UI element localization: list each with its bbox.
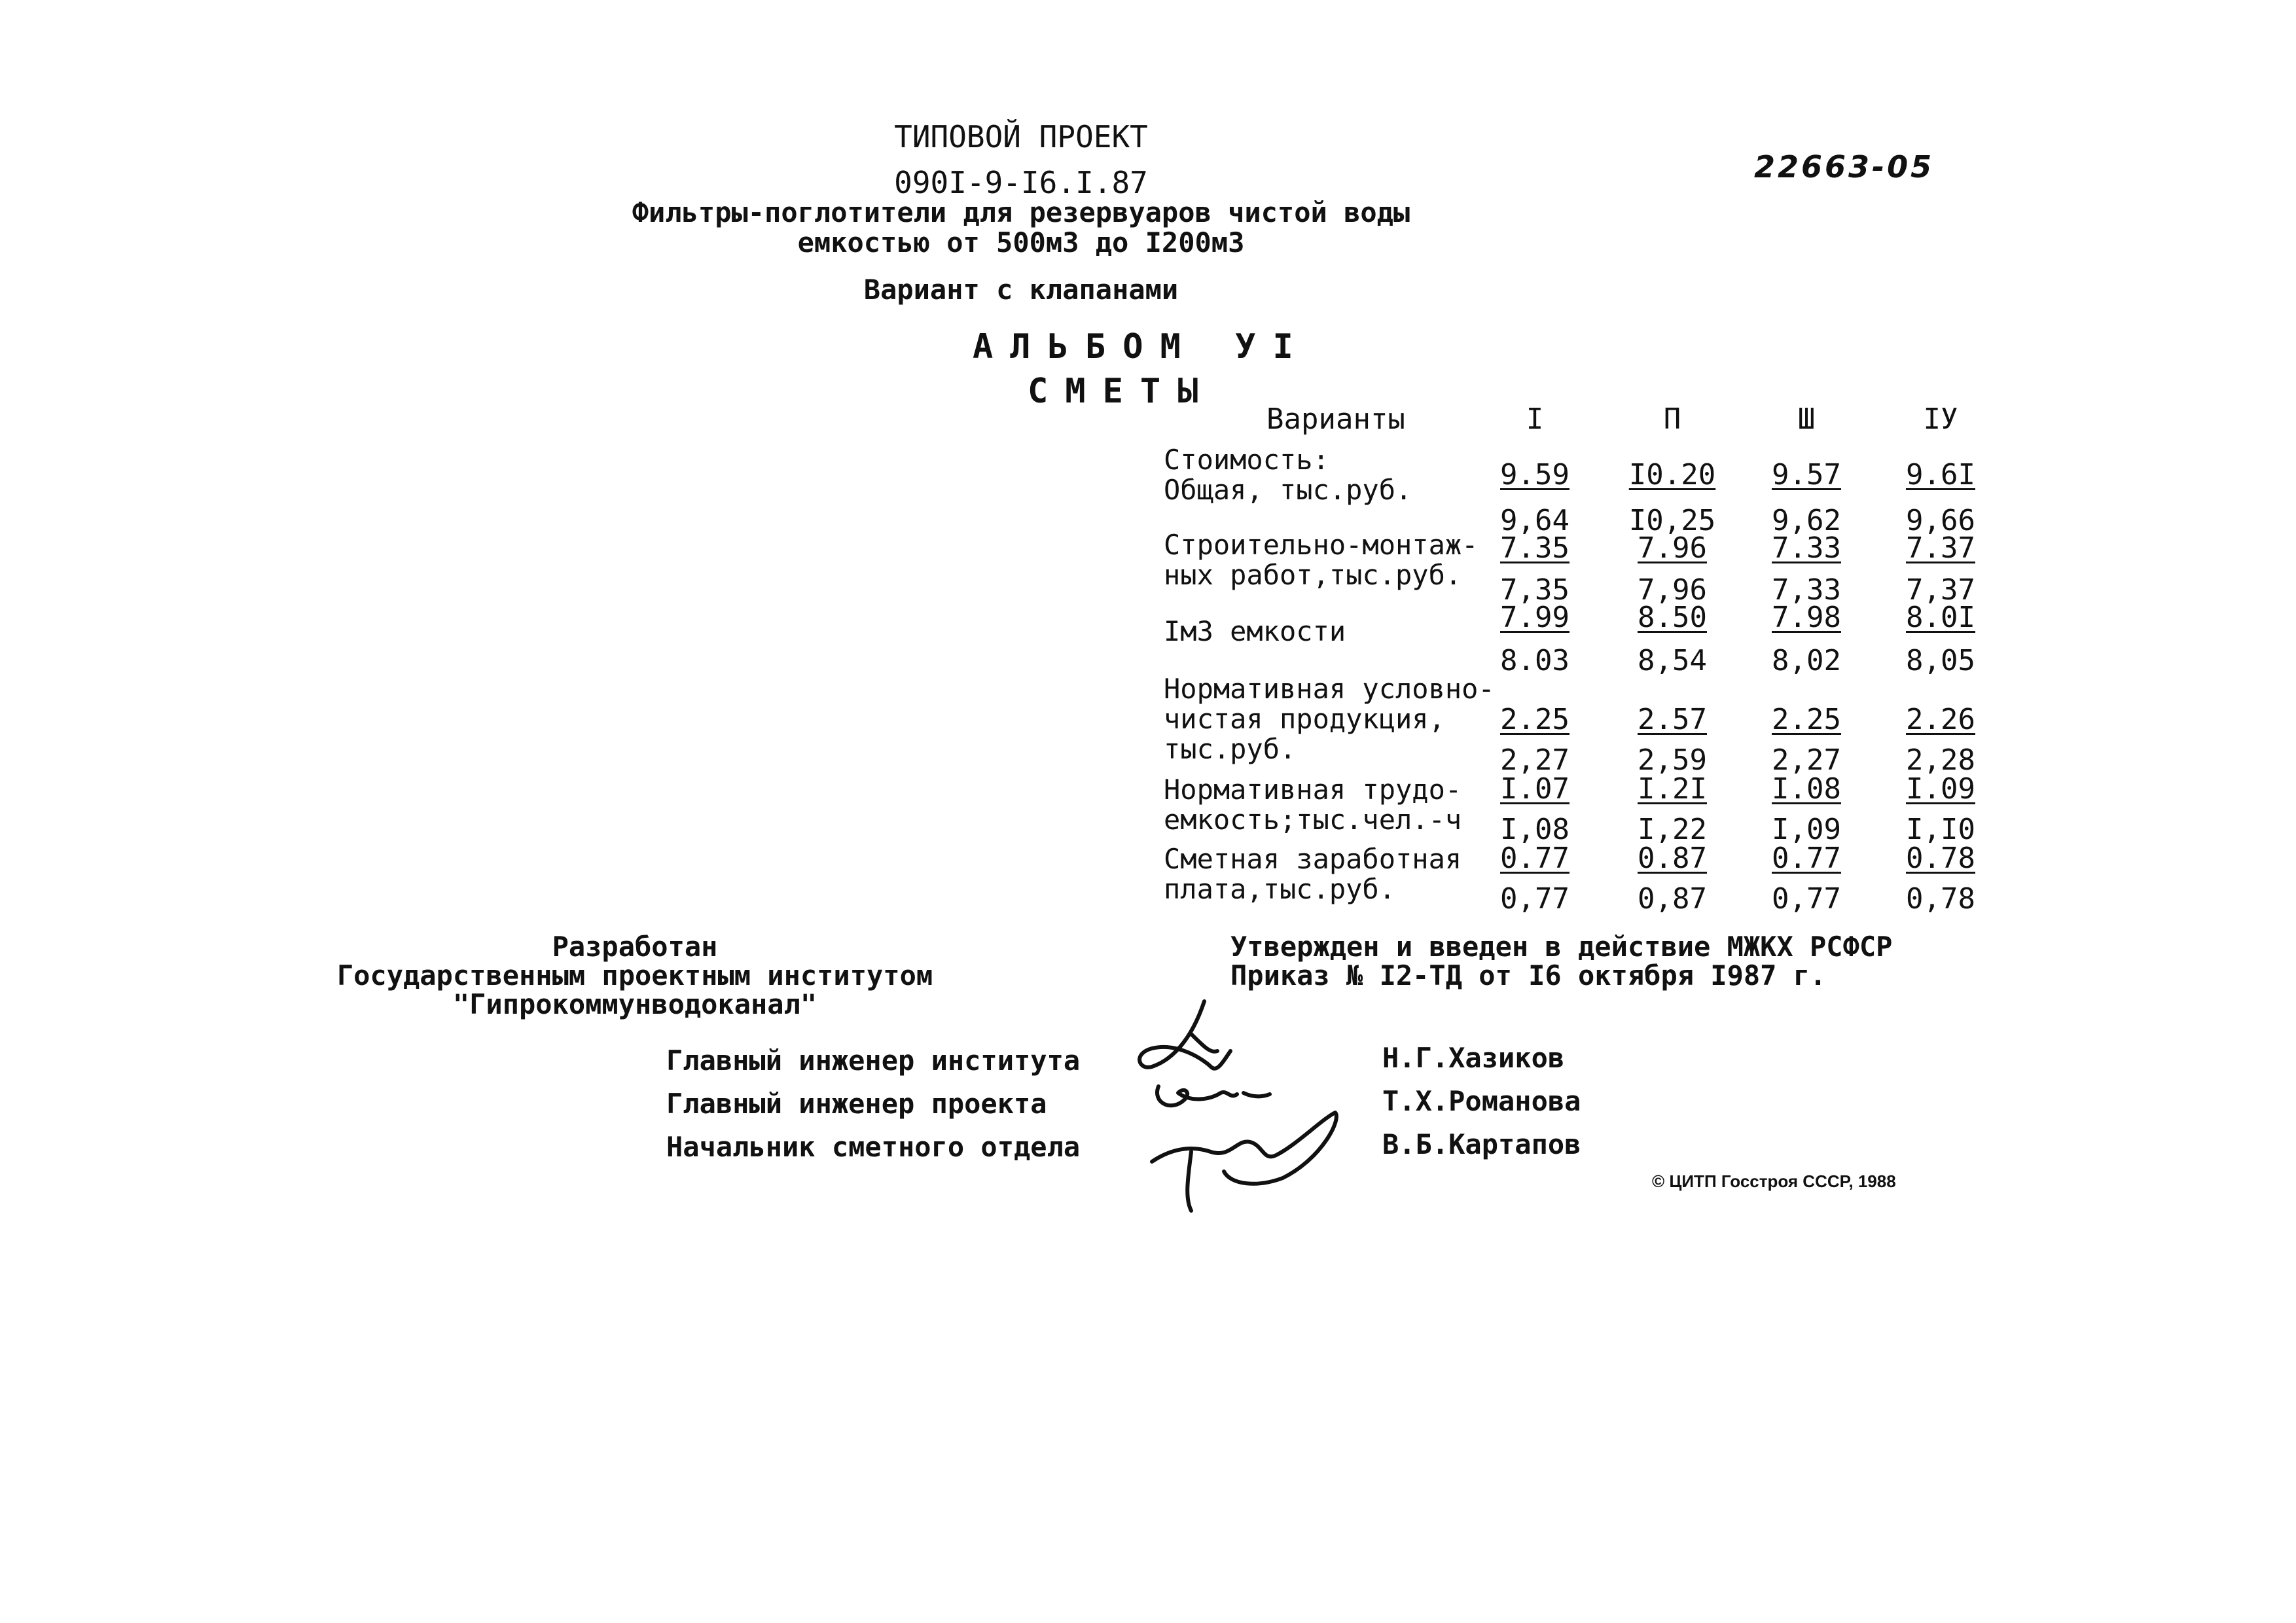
developer-label: Разработан	[552, 931, 718, 963]
copyright-notice: © ЦИТП Госстроя СССР, 1988	[1652, 1171, 1896, 1191]
signatory-role-head-estimates: Начальник сметного отдела	[666, 1131, 1081, 1163]
approval-line: Утвержден и введен в действие МЖКХ РСФСР	[1230, 931, 1893, 963]
row-label-labor-line1: Нормативная трудо-	[1164, 774, 1462, 806]
net-output-v1-bottom: 2,27	[1500, 743, 1570, 777]
net-output-v2-bottom: 2,59	[1638, 743, 1707, 777]
total-cost-v1-top: 9.59	[1500, 458, 1570, 491]
section-title: СМЕТЫ	[1028, 372, 1215, 411]
per-m3-v3-bottom: 8,02	[1772, 644, 1841, 677]
signatory-name-1: Н.Г.Хазиков	[1382, 1042, 1565, 1074]
per-m3-v4-top: 8.0I	[1906, 601, 1975, 634]
row-label-wages-line1: Сметная заработная	[1164, 843, 1462, 875]
signatory-name-2: Т.Х.Романова	[1382, 1085, 1581, 1117]
total-cost-v4-top: 9.6I	[1906, 458, 1975, 491]
wages-v3-top: 0.77	[1772, 842, 1841, 875]
labor-v4-bottom: I,I0	[1906, 813, 1975, 846]
labor-v4-top: I.09	[1906, 772, 1975, 806]
wages-v1-top: 0.77	[1500, 842, 1570, 875]
net-output-v3-bottom: 2,27	[1772, 743, 1841, 777]
row-label-net-output-line3: тыс.руб.	[1164, 733, 1297, 765]
signatory-role-chief-project-engineer: Главный инженер проекта	[666, 1088, 1047, 1120]
project-subtitle-line2: емкостью от 500м3 до I200м3	[797, 226, 1245, 259]
total-cost-v3-top: 9.57	[1772, 458, 1841, 491]
net-output-v2-top: 2.57	[1638, 703, 1707, 736]
approval-order: Приказ № I2-ТД от I6 октября I987 г.	[1230, 959, 1827, 991]
developer-institute: Государственным проектным институтом	[336, 959, 933, 991]
wages-v4-bottom: 0,78	[1906, 882, 1975, 916]
signatory-role-chief-engineer-institute: Главный инженер института	[666, 1044, 1081, 1077]
labor-v3-top: I.08	[1772, 772, 1841, 806]
wages-v1-bottom: 0,77	[1500, 882, 1570, 916]
construction-v1-top: 7.35	[1500, 531, 1570, 565]
row-label-labor-line2: емкость;тыс.чел.-ч	[1164, 804, 1462, 836]
row-label-construction-line2: ных работ,тыс.руб.	[1164, 559, 1462, 591]
row-label-construction-line1: Строительно-монтаж-	[1164, 529, 1479, 561]
signatory-name-3: В.Б.Картапов	[1382, 1128, 1581, 1160]
construction-v4-top: 7.37	[1906, 531, 1975, 565]
per-m3-v3-top: 7.98	[1772, 601, 1841, 634]
net-output-v4-top: 2.26	[1906, 703, 1975, 736]
construction-v3-bottom: 7,33	[1772, 573, 1841, 607]
project-code: 090I-9-I6.I.87	[894, 165, 1148, 200]
net-output-v4-bottom: 2,28	[1906, 743, 1975, 777]
total-cost-v3-bottom: 9,62	[1772, 504, 1841, 537]
per-m3-v4-bottom: 8,05	[1906, 644, 1975, 677]
wages-v3-bottom: 0,77	[1772, 882, 1841, 916]
construction-v2-top: 7.96	[1638, 531, 1707, 565]
labor-v1-bottom: I,08	[1500, 813, 1570, 846]
per-m3-v2-top: 8.50	[1638, 601, 1707, 634]
construction-v2-bottom: 7,96	[1638, 573, 1707, 607]
row-label-net-output-line2: чистая продукция,	[1164, 703, 1445, 735]
handwritten-signatures	[1113, 988, 1361, 1237]
document-number: 22663-05	[1754, 149, 1935, 185]
net-output-v3-top: 2.25	[1772, 703, 1841, 736]
net-output-v1-top: 2.25	[1500, 703, 1570, 736]
row-label-net-output-line1: Нормативная условно-	[1164, 673, 1495, 705]
row-label-total-line2: Общая, тыс.руб.	[1164, 474, 1412, 506]
construction-v1-bottom: 7,35	[1500, 573, 1570, 607]
column-header-2: П	[1663, 402, 1681, 436]
developer-institute-name: "Гипрокоммунводоканал"	[452, 988, 817, 1020]
construction-v4-bottom: 7,37	[1906, 573, 1975, 607]
labor-v3-bottom: I,09	[1772, 813, 1841, 846]
row-label-total-line1: Стоимость:	[1164, 444, 1329, 476]
per-m3-v2-bottom: 8,54	[1638, 644, 1707, 677]
column-header-1: I	[1526, 402, 1544, 436]
wages-v4-top: 0.78	[1906, 842, 1975, 875]
variants-header: Варианты	[1266, 402, 1405, 436]
wages-v2-bottom: 0,87	[1638, 882, 1707, 916]
total-cost-v2-top: I0.20	[1628, 458, 1716, 491]
album-title: АЛЬБОМ УI	[973, 327, 1310, 366]
column-header-3: Ш	[1797, 402, 1816, 436]
per-m3-v1-bottom: 8.03	[1500, 644, 1570, 677]
per-m3-v1-top: 7.99	[1500, 601, 1570, 634]
total-cost-v4-bottom: 9,66	[1906, 504, 1975, 537]
labor-v2-bottom: I,22	[1638, 813, 1707, 846]
labor-v2-top: I.2I	[1638, 772, 1707, 806]
project-subtitle-line1: Фильтры-поглотители для резервуаров чистой воды	[632, 196, 1410, 228]
wages-v2-top: 0.87	[1638, 842, 1707, 875]
labor-v1-top: I.07	[1500, 772, 1570, 806]
project-variant: Вариант с клапанами	[863, 274, 1179, 306]
construction-v3-top: 7.33	[1772, 531, 1841, 565]
row-label-wages-line2: плата,тыс.руб.	[1164, 873, 1396, 905]
column-header-4: IУ	[1923, 402, 1958, 436]
row-label-per-m3: Iм3 емкости	[1164, 615, 1346, 647]
total-cost-v2-bottom: I0,25	[1628, 504, 1716, 537]
total-cost-v1-bottom: 9,64	[1500, 504, 1570, 537]
project-type-title: ТИПОВОЙ ПРОЕКТ	[894, 119, 1148, 154]
